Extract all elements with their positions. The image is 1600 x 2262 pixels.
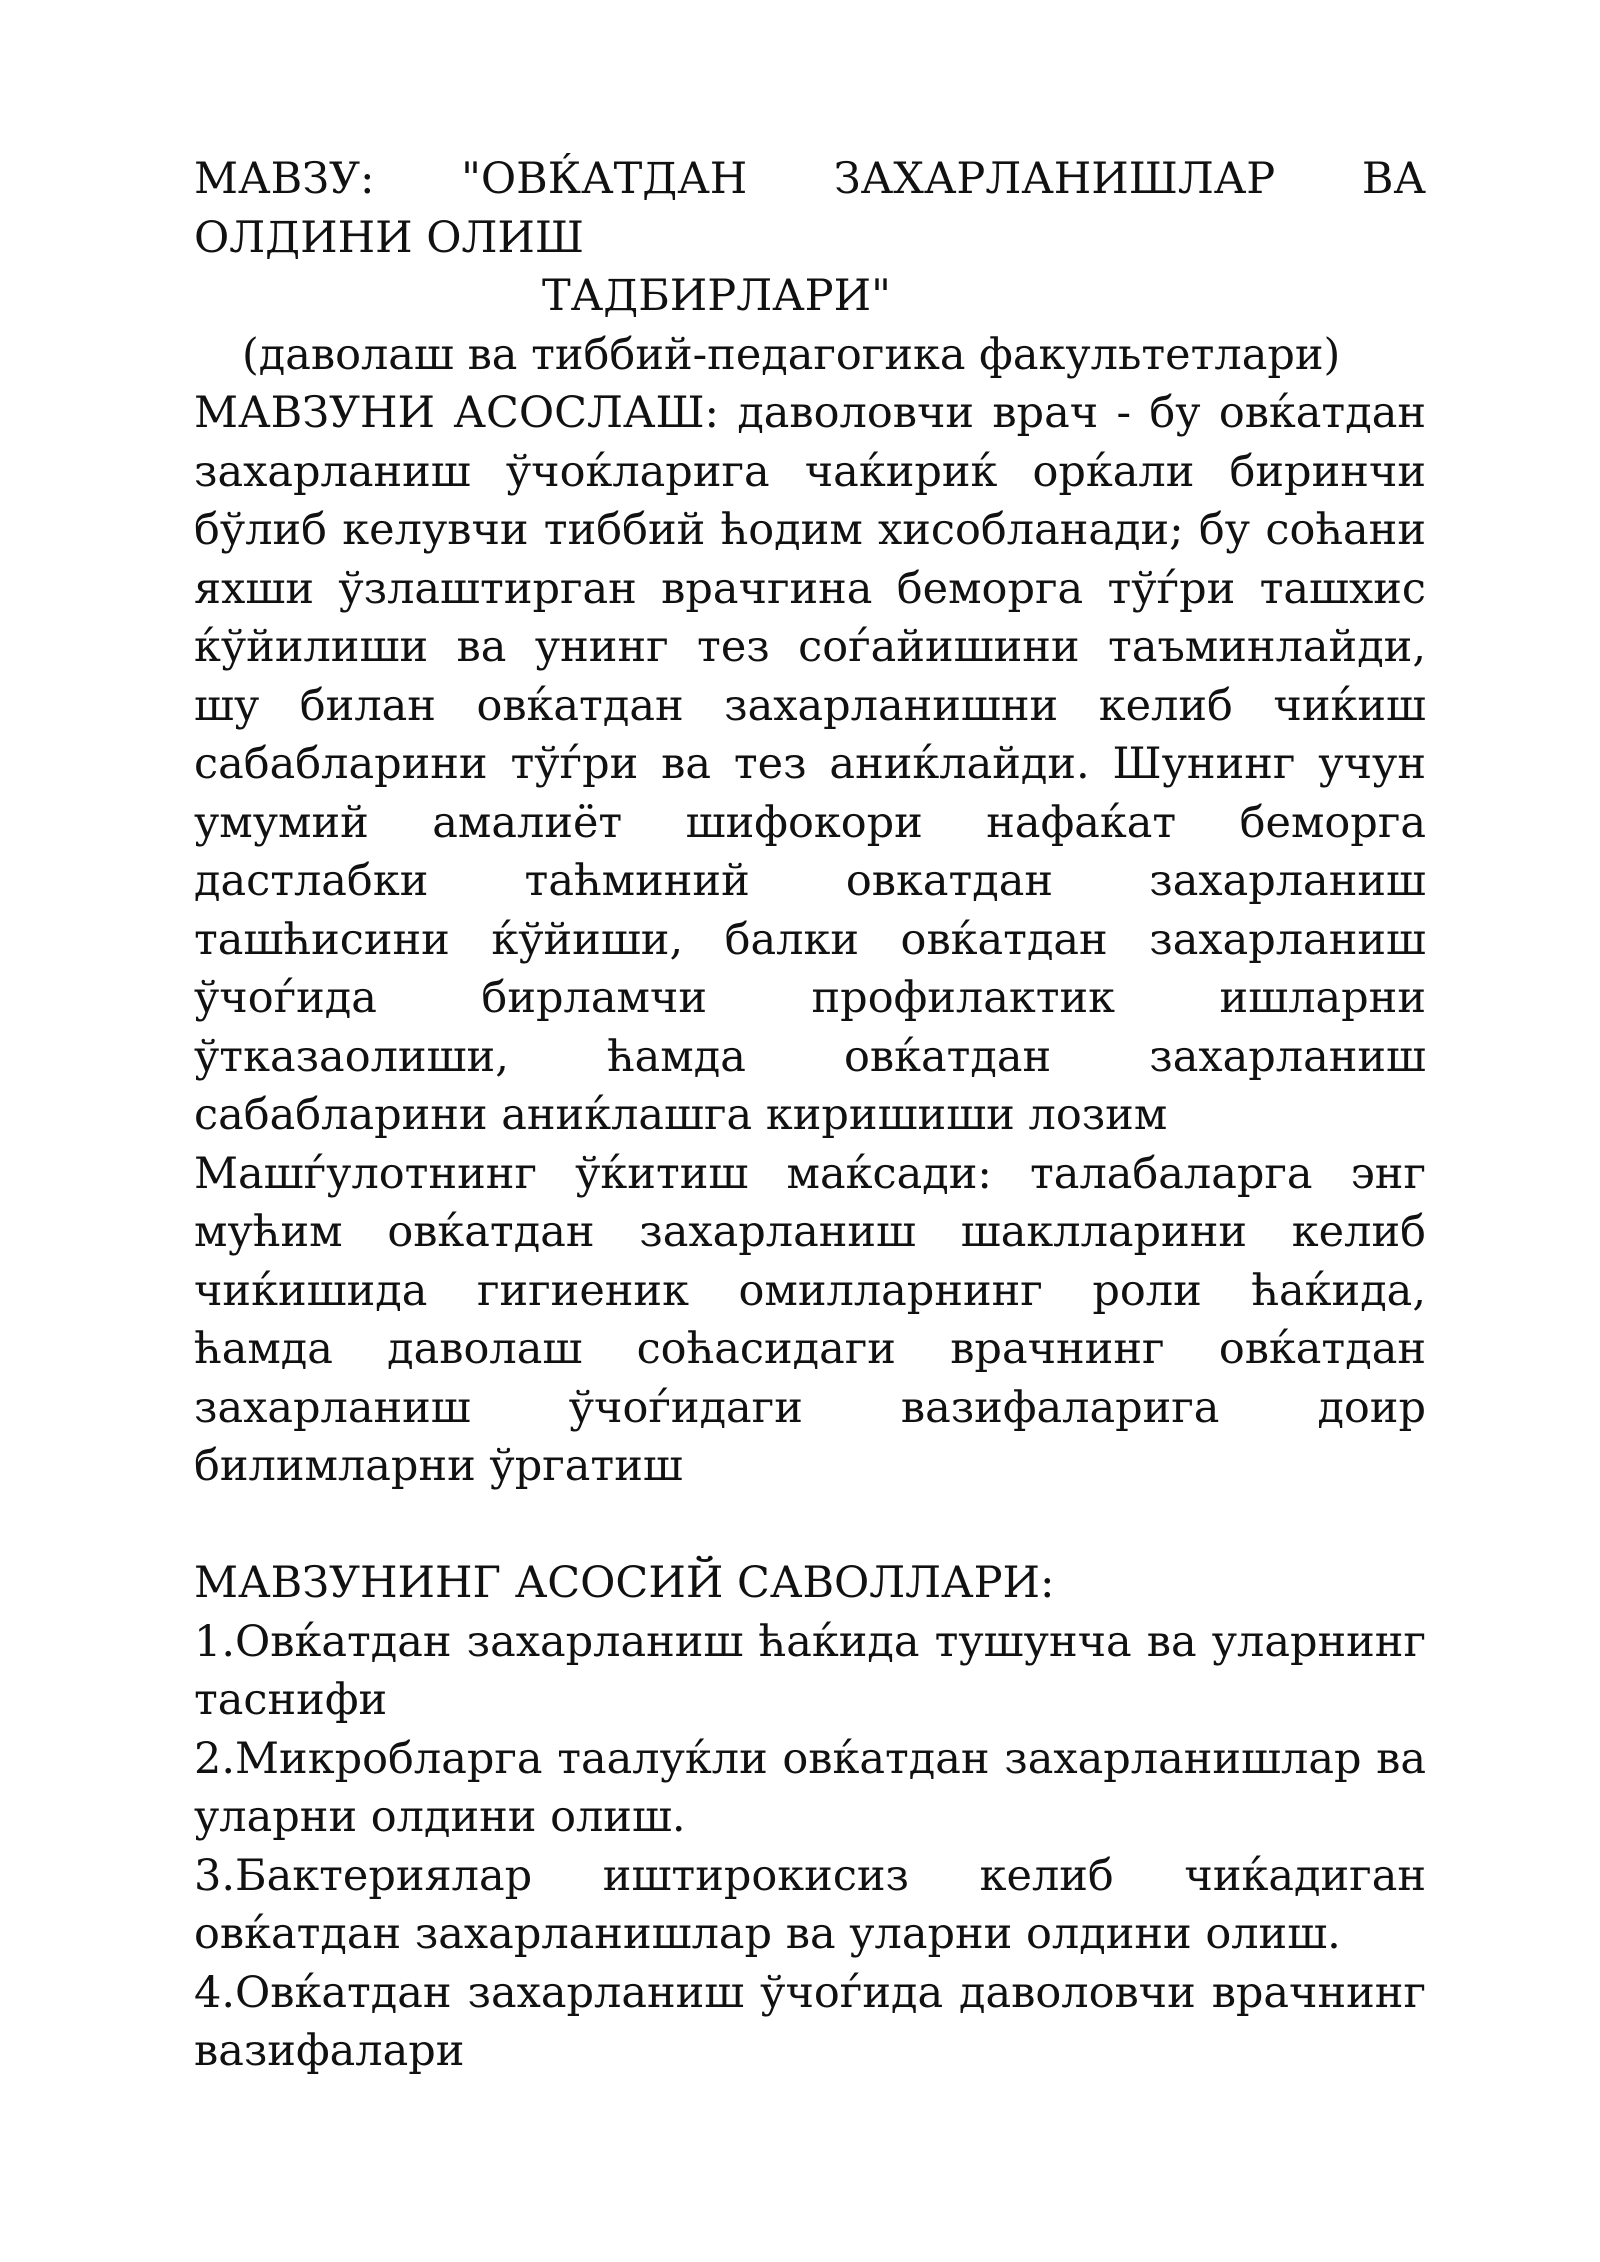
document-page (194, 150, 1426, 2081)
section-spacer (194, 1496, 1426, 1555)
questions-heading: МАВЗУНИНГ АСОСИЙ САВОЛЛАРИ: (194, 1558, 1055, 1608)
goal-paragraph: Машѓулотнинг ўќитиш маќсади: талабаларга энг мућим овќатдан захарланиш шаклларини келиб чиќишида гигиеник омилларнинг роли ћаќида, ћамда даволаш соћасидаги врачнинг овќатдан захарланиш ўчоѓидаги вазифаларига доир билимларни ўргатиш (194, 1148, 1426, 1491)
question-item: 1.Овќатдан захарланиш ћаќида тушунча ва уларнинг таснифи (194, 1616, 1426, 1725)
document-subtitle: (даволаш ва тиббий-педагогика факультетлари) (242, 329, 1341, 380)
question-item: 3.Бактериялар иштирокисиз келиб чиќадиган овќатдан захарланишлар ва уларни олдини олиш. (194, 1850, 1426, 1959)
document-title: МАВЗУ: "ОВЌАТДАН ЗАХАРЛАНИШЛАР ВА ОЛДИНИ ОЛИШ (194, 154, 1426, 263)
document-title-continuation: ТАДБИРЛАРИ" (542, 271, 891, 321)
question-item: 4.Овќатдан захарланиш ўчоѓида даволовчи врачнинг вазифалари (194, 1967, 1426, 2076)
rationale-paragraph: МАВЗУНИ АСОСЛАШ: даволовчи врач - бу овќатдан захарланиш ўчоќларига чаќириќ орќали биринчи бўлиб келувчи тиббий ћодим хисобланади; бу соћани яхши ўзлаштирган врачгина беморга тўѓри ташхис ќўйилиши ва унинг тез соѓайишини таъминлайди, шу билан овќатдан захарланишни келиб чиќиш сабабларини тўѓри ва тез аниќлайди. Шунинг учун умумий амалиёт шифокори нафаќат беморга дастлабки таћминий овкатдан захарланиш ташћисини ќўйиши, балки овќатдан захарланиш ўчоѓида бирламчи профилактик ишларни ўтказаолиши, ћамда овќатдан захарланиш сабабларини аниќлашга киришиши лозим (194, 388, 1426, 1140)
question-item: 2.Микробларга таалуќли овќатдан захарланишлар ва уларни олдини олиш. (194, 1733, 1426, 1842)
